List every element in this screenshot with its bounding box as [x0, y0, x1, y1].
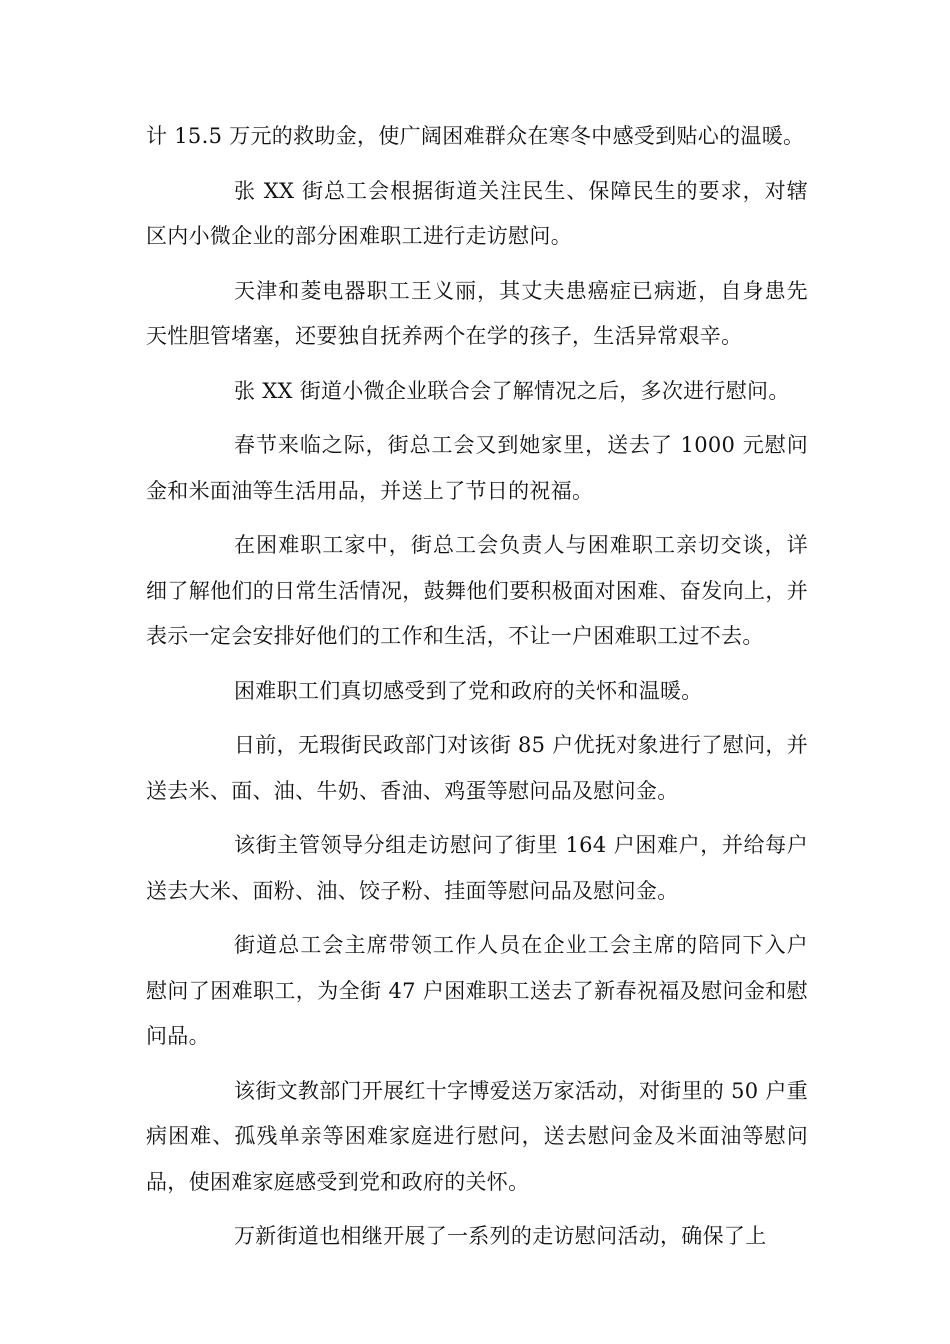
- paragraph: 街道总工会主席带领工作人员在企业工会主席的陪同下入户慰问了困难职工，为全街 47 户困难职工送去了新春祝福及慰问金和慰问品。: [146, 933, 808, 1048]
- paragraph: 困难职工们真切感受到了党和政府的关怀和温暖。: [234, 678, 703, 703]
- paragraph: 该街主管领导分组走访慰问了街里 164 户困难户，并给每户送去大米、面粉、油、饺子粉、挂面等慰问品及慰问金。: [146, 833, 808, 903]
- paragraph: 万新街道也相继开展了一系列的走访慰问活动，确保了上: [234, 1224, 767, 1248]
- document-body: [146, 114, 808, 1269]
- paragraph: 日前，无瑕街民政部门对该街 85 户优抚对象进行了慰问，并送去米、面、油、牛奶、香油、鸡蛋等慰问品及慰问金。: [146, 733, 808, 803]
- paragraph: 张 XX 街道小微企业联合会了解情况之后，多次进行慰问。: [234, 378, 790, 403]
- paragraph: 春节来临之际，街总工会又到她家里，送去了 1000 元慰问金和米面油等生活用品，并送上了节日的祝福。: [146, 433, 808, 503]
- paragraph: 张 XX 街总工会根据街道关注民生、保障民生的要求，对辖区内小微企业的部分困难职工进行走访慰问。: [146, 178, 808, 248]
- paragraph: 计 15.5 万元的救助金，使广阔困难群众在寒冬中感受到贴心的温暖。: [146, 124, 805, 148]
- paragraph: 在困难职工家中，街总工会负责人与困难职工亲切交谈，详细了解他们的日常生活情况，鼓舞他们要积极面对困难、奋发向上，并表示一定会安排好他们的工作和生活，不让一户困难职工过不去。: [146, 533, 808, 648]
- paragraph: 天津和菱电器职工王义丽，其丈夫患癌症已病逝，自身患先天性胆管堵塞，还要独自抚养两个在学的孩子，生活异常艰辛。: [146, 278, 808, 348]
- paragraph: 该街文教部门开展红十字博爱送万家活动，对街里的 50 户重病困难、孤残单亲等困难家庭进行慰问，送去慰问金及米面油等慰问品，使困难家庭感受到党和政府的关怀。: [146, 1078, 808, 1194]
